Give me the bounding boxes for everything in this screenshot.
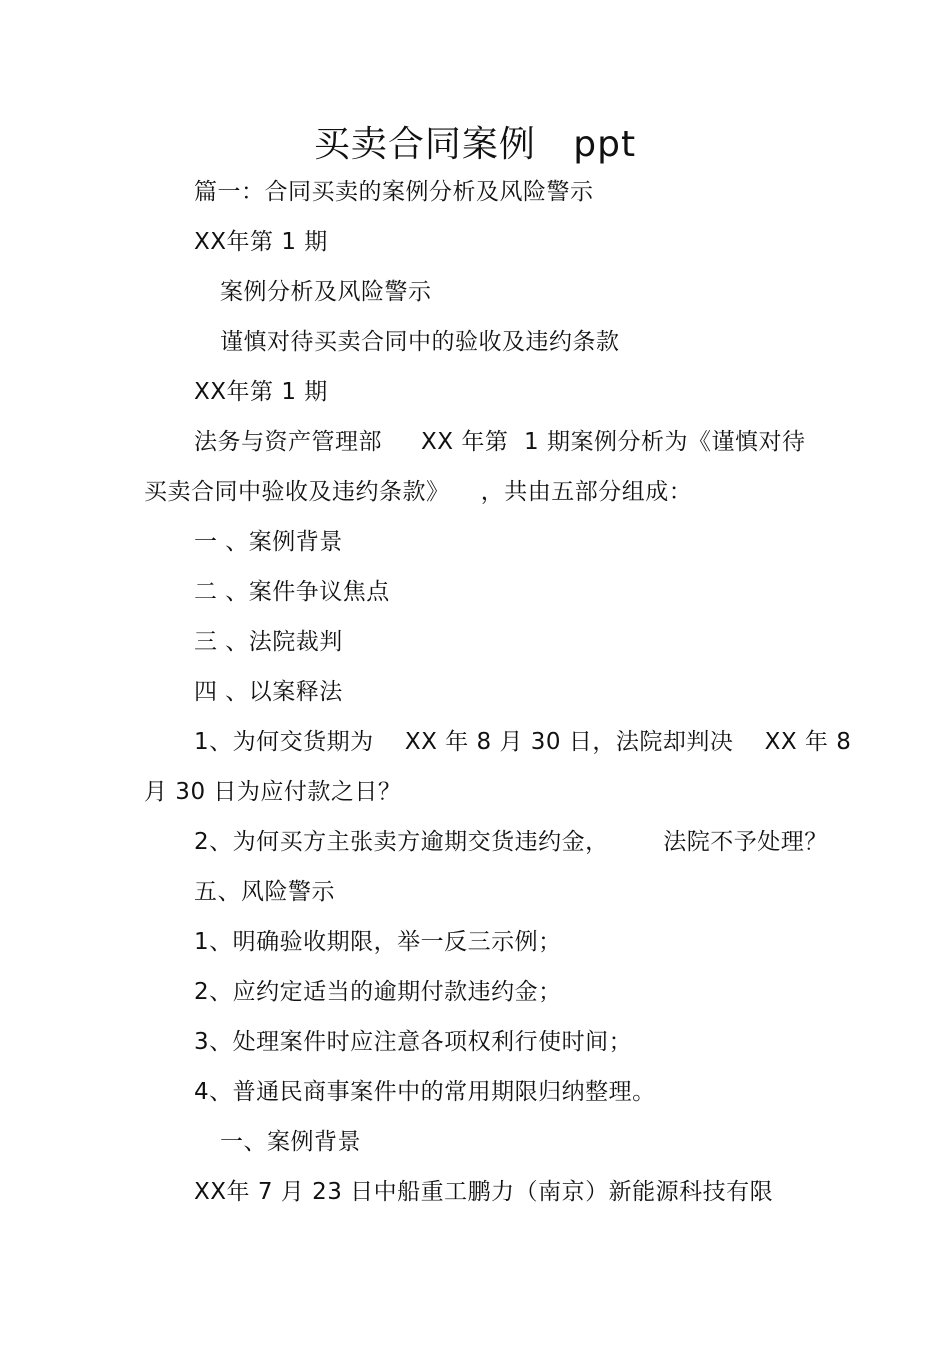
intro-paragraph-line: 买卖合同中验收及违约条款》 ，共由五部分组成： <box>144 479 693 505</box>
intro-paragraph-line: 法务与资产管理部 XX 年第 1 期案例分析为《谨慎对待 <box>194 429 806 455</box>
document-title: 买卖合同案例 ppt <box>313 124 637 165</box>
question-line: 月 30 日为应付款之日？ <box>144 779 402 805</box>
question-line: 1、为何交货期为 XX 年 8 月 30 日，法院却判决 XX 年 8 <box>194 729 852 755</box>
subtitle-case-analysis: 案例分析及风险警示 <box>220 279 432 305</box>
outline-item: 四 、以案释法 <box>194 679 343 705</box>
issue-label: XX年第 1 期 <box>194 229 328 255</box>
risk-item: 1、明确验收期限，举一反三示例； <box>194 929 562 955</box>
risk-item: 2、应约定适当的逾期付款违约金； <box>194 979 562 1005</box>
body-text-line: XX年 7 月 23 日中船重工鹏力（南京）新能源科技有限 <box>194 1179 774 1205</box>
outline-item: 一 、案例背景 <box>194 529 343 555</box>
subtitle-topic: 谨慎对待买卖合同中的验收及违约条款 <box>220 329 620 355</box>
issue-label-repeat: XX年第 1 期 <box>194 379 328 405</box>
section-heading-article-one: 篇一：合同买卖的案例分析及风险警示 <box>194 179 594 205</box>
risk-item: 4、普通民商事案件中的常用期限归纳整理。 <box>194 1079 656 1105</box>
risk-item: 3、处理案件时应注意各项权利行使时间； <box>194 1029 633 1055</box>
outline-item: 二 、案件争议焦点 <box>194 579 390 605</box>
outline-item: 三 、法院裁判 <box>194 629 343 655</box>
question-line: 2、为何买方主张卖方逾期交货违约金， 法院不予处理？ <box>194 829 828 855</box>
outline-item: 五、风险警示 <box>194 879 335 905</box>
section-heading-case-background: 一、案例背景 <box>220 1129 361 1155</box>
